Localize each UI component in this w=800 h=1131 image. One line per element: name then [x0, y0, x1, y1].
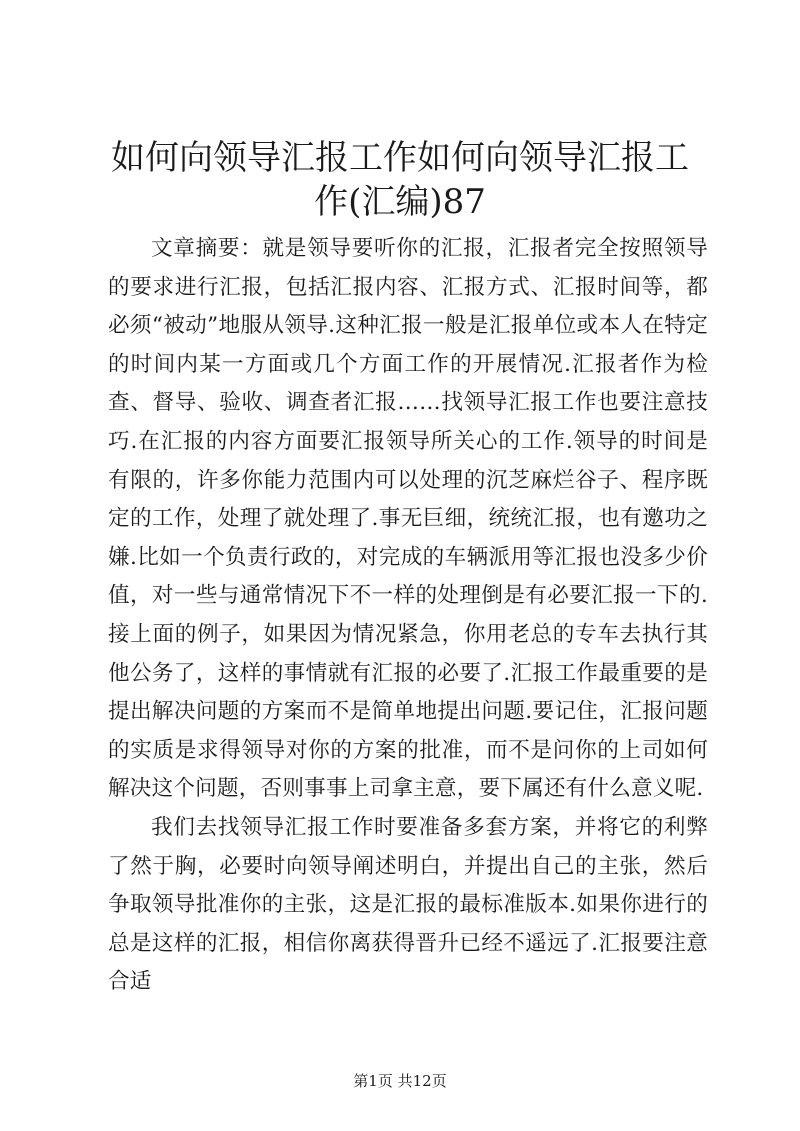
paragraph-1: 文章摘要：就是领导要听你的汇报，汇报者完全按照领导的要求进行汇报，包括汇报内容、汇报方式、汇报时间等，都必须“被动”地服从领导.这种汇报一般是汇报单位或本人在特定的时间内某一方面或几个方面工作的开展情况.汇报者作为检查、督导、验收、调查者汇报……找领导汇报工作也要注意技巧.在汇报的内容方面要汇报领导所关心的工作.领导的时间是有限的，许多你能力范围内可以处理的沉芝麻烂谷子、程序既定的工作，处理了就处理了.事无巨细，统统汇报，也有邀功之嫌.比如一个负责行政的，对完成的车辆派用等汇报也没多少价值，对一些与通常情况下不一样的处理倒是有必要汇报一下的.接上面的例子，如果因为情况紧急，你用老总的专车去执行其他公务了，这样的事情就有汇报的必要了.汇报工作最重要的是提出解决问题的方案而不是简单地提出问题.要记住，汇报问题的实质是求得领导对你的方案的批准，而不是问你的上司如何解决这个问题，否则事事上司拿主意，要下属还有什么意义呢.: [108, 236, 708, 802]
document-body: [108, 230, 708, 1002]
paragraph-2: 我们去找领导汇报工作时要准备多套方案，并将它的利弊了然于胸，必要时向领导阐述明白，并提出自己的主张，然后争取领导批准你的主张，这是汇报的最标准版本.如果你进行的总是这样的汇报，相信你离获得晋升已经不遥远了.汇报要注意合适: [108, 814, 708, 995]
document-title: 如何向领导汇报工作如何向领导汇报工作(汇编)87: [111, 138, 689, 222]
page-footer: 第1页 共12页: [353, 1072, 447, 1090]
